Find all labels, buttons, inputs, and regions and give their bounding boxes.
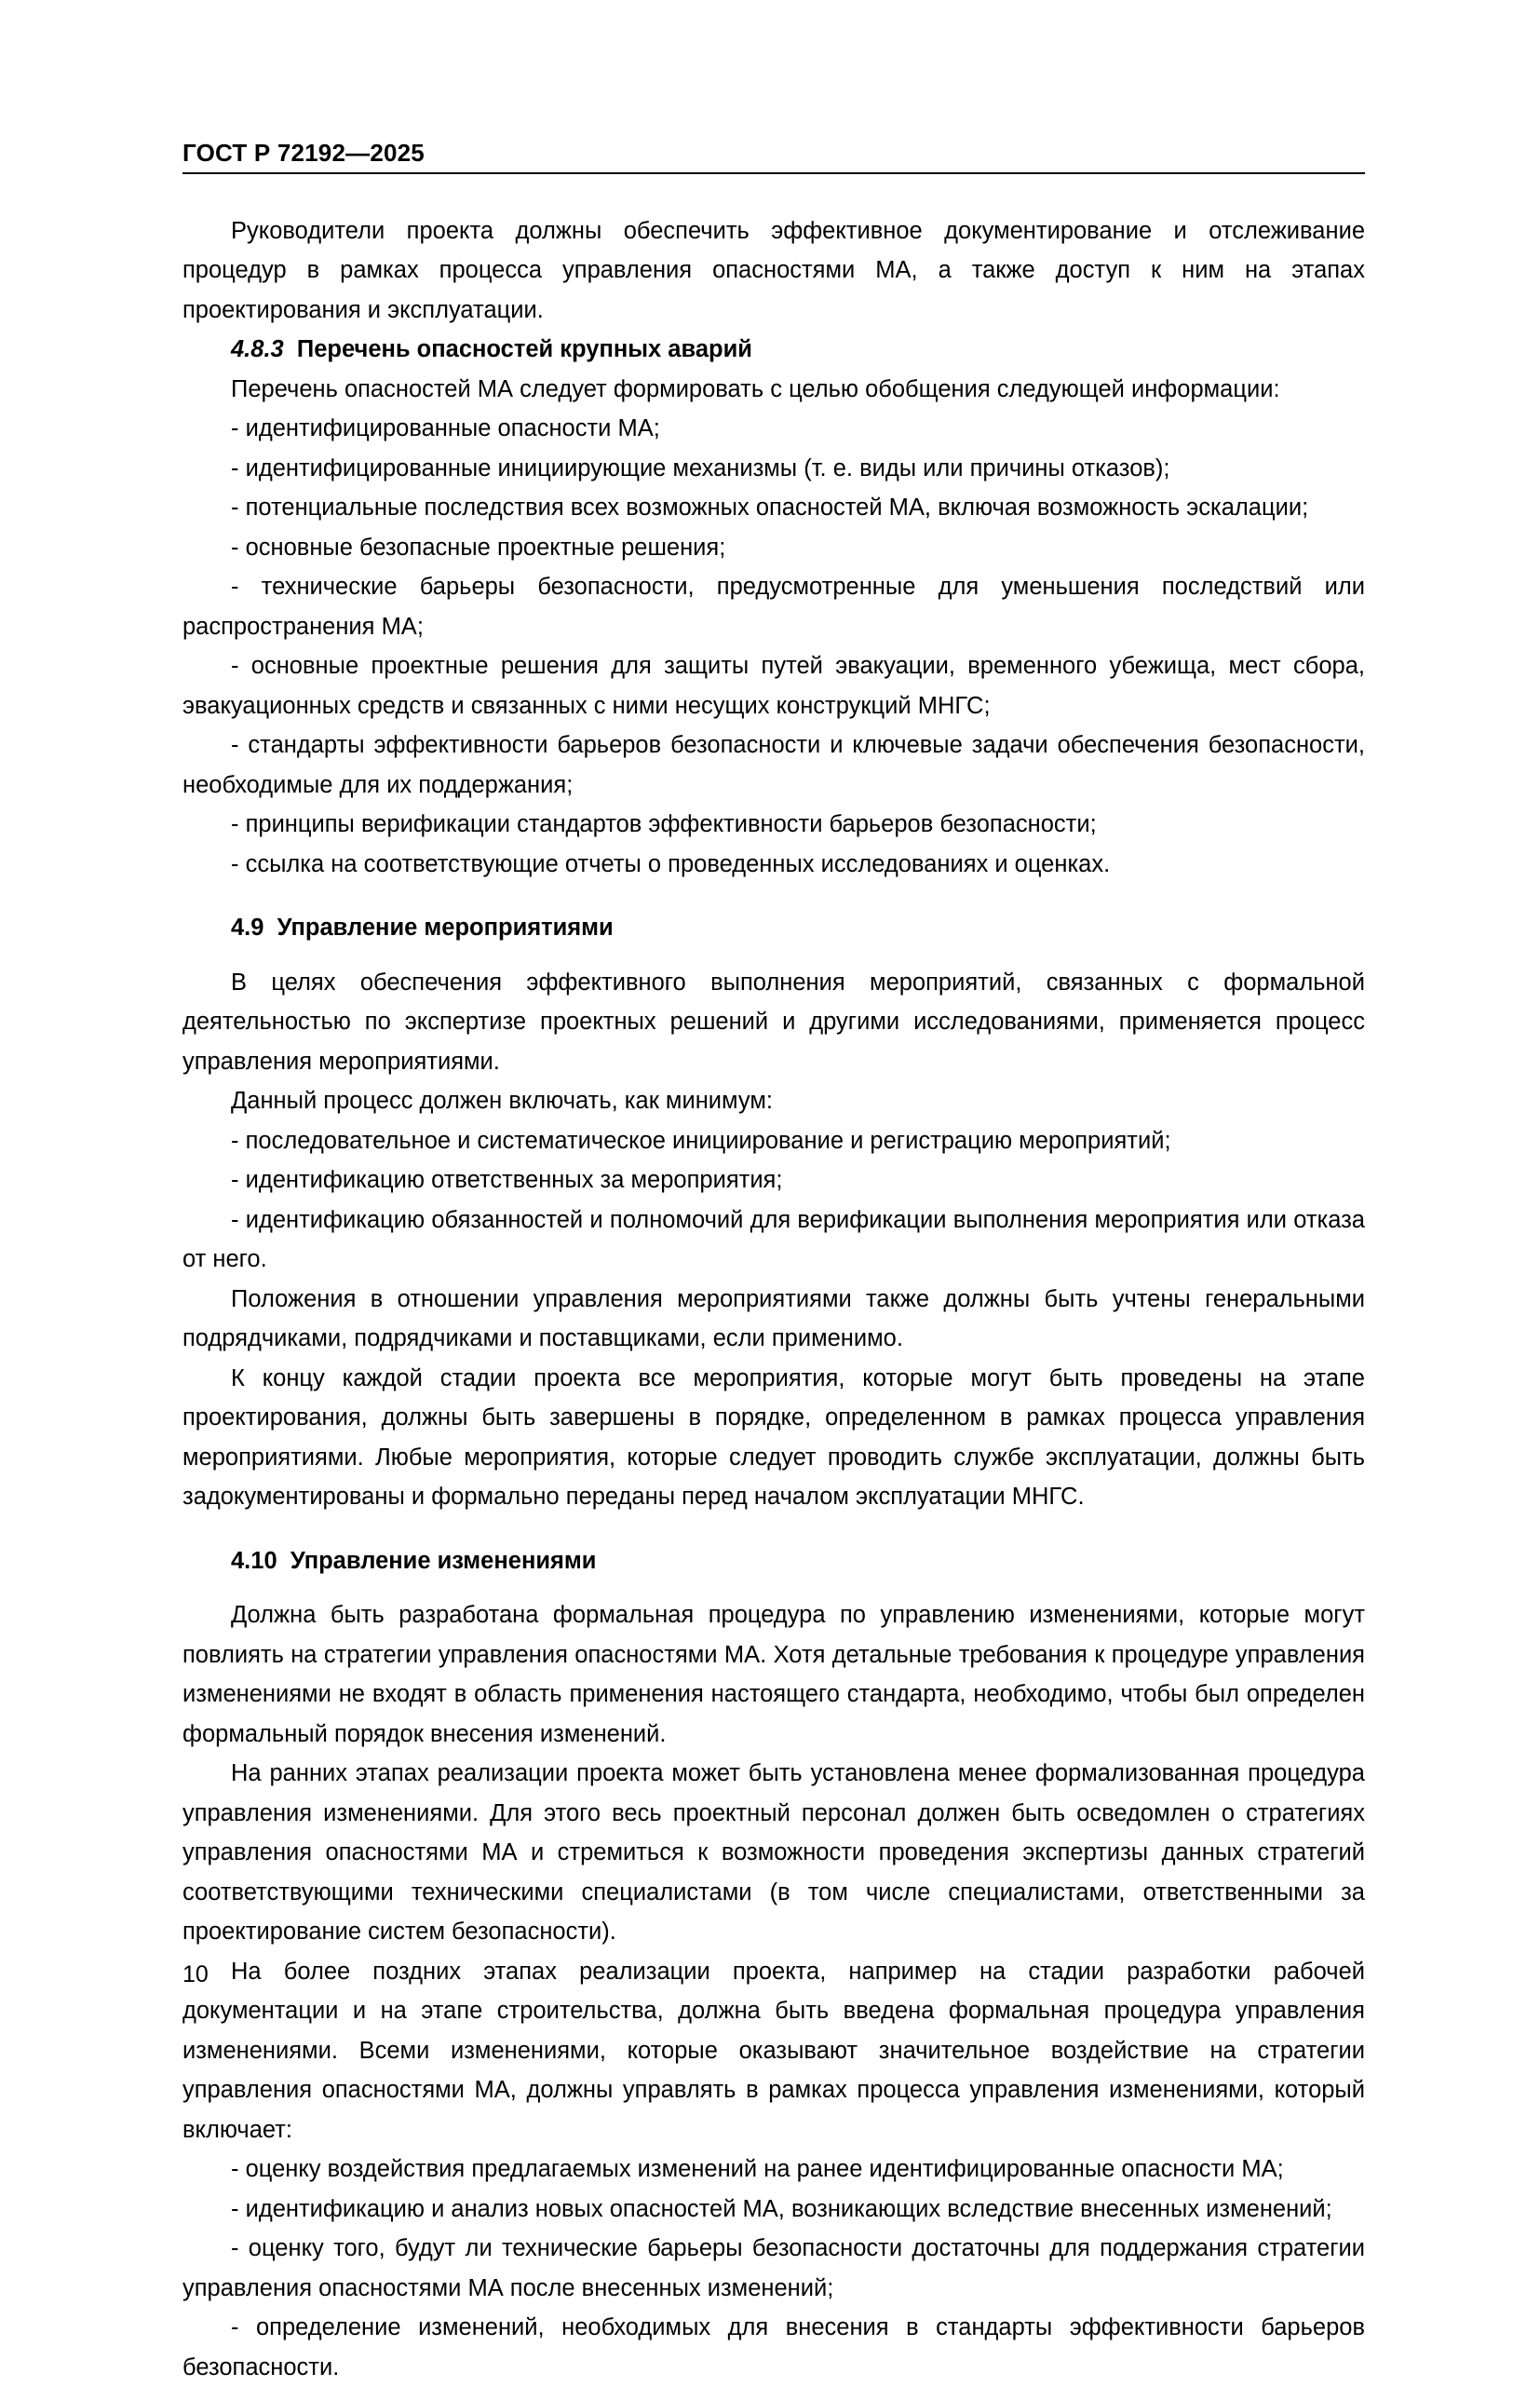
heading-4-8-3 [182, 330, 1365, 370]
heading-4-9-title: Управление мероприятиями [277, 915, 614, 942]
list-item: - основные проектные решения для защиты путей эвакуации, временного убежища, мест сбора, эвакуационных средств и связанных с ними несущих конструкций МНГС; [182, 653, 1365, 719]
heading-4-8-3-number: 4.8.3 [231, 336, 284, 363]
header-rule [182, 172, 1365, 174]
list-item: - последовательное и систематическое инициирование и регистрацию мероприятий; [231, 1127, 1171, 1154]
heading-4-10 [182, 1541, 1365, 1581]
section-4-9-lead-in: Данный процесс должен включать, как минимум: [231, 1088, 773, 1115]
list-item: - стандарты эффективности барьеров безопасности и ключевые задачи обеспечения безопасности, необходимые для их поддержания; [182, 732, 1365, 798]
section-4-9-paragraph-1: В целях обеспечения эффективного выполнения мероприятий, связанных с формальной деятельностью по экспертизе проектных решений и другими исследованиями, применяется процесс управления мероприятиями. [182, 969, 1365, 1075]
list-item: - идентифицированные инициирующие механизмы (т. е. виды или причины отказов); [231, 454, 1170, 481]
page-number: 10 [182, 1961, 209, 1987]
list-item: - идентифицированные опасности МА; [231, 415, 660, 442]
list-item: - определение изменений, необходимых для внесения в стандарты эффективности барьеров безопасности. [182, 2314, 1365, 2380]
list-item: - оценку воздействия предлагаемых изменений на ранее идентифицированные опасности МА; [231, 2156, 1284, 2183]
list-item: - принципы верификации стандартов эффективности барьеров безопасности; [231, 811, 1097, 838]
list-item: - идентификацию обязанностей и полномочий для верификации выполнения мероприятия или отказа от него. [182, 1206, 1365, 1273]
list-item: - идентификацию ответственных за мероприятия; [231, 1167, 783, 1194]
heading-4-10-title: Управление изменениями [290, 1547, 597, 1574]
section-4-10-paragraph-2: На ранних этапах реализации проекта может быть установлена менее формализованная процедура управления изменениями. Для этого весь проектный персонал должен быть осведомлен о стратегиях управления опасностями МА и стремиться к возможности проведения экспертизы данных стратегий соответствующими техническими специалистами (в том числе специалистами, ответственными за проектирование систем безопасности). [182, 1760, 1365, 1946]
list-item: - потенциальные последствия всех возможных опасностей МА, включая возможность эскалации; [231, 495, 1309, 522]
section-4-8-3-lead-in: Перечень опасностей МА следует формировать с целью обобщения следующей информации: [231, 375, 1280, 402]
list-item: - технические барьеры безопасности, предусмотренные для уменьшения последствий или распространения МА; [182, 574, 1365, 640]
running-header-standard-number: ГОСТ Р 72192—2025 [182, 139, 425, 167]
section-4-9-paragraph-2: Положения в отношении управления мероприятиями также должны быть учтены генеральными подрядчиками, подрядчиками и поставщиками, если применимо. [182, 1285, 1365, 1352]
section-4-9-paragraph-3: К концу каждой стадии проекта все мероприятия, которые могут быть проведены на этапе проектирования, должны быть завершены в порядке, определенном в рамках процесса управления мероприятиями. Любые мероприятия, которые следует проводить службе эксплуатации, должны быть задокументированы и формально переданы перед началом эксплуатации МНГС. [182, 1364, 1365, 1511]
heading-4-8-3-title: Перечень опасностей крупных аварий [296, 336, 752, 363]
section-4-10-paragraph-3: На более поздних этапах реализации проекта, например на стадии разработки рабочей документации и на этапе строительства, должна быть введена формальная процедура управления изменениями. Всеми изменениями, которые оказывают значительное воздействие на стратегии управления опасностями МА, должны управлять в рамках процесса управления изменениями, который включает: [182, 1958, 1365, 2143]
section-4-10-paragraph-1: Должна быть разработана формальная процедура по управлению изменениями, которые могут повлиять на стратегии управления опасностями МА. Хотя детальные требования к процедуре управления изменениями не входят в область применения настоящего стандарта, необходимо, чтобы был определен формальный порядок внесения изменений. [182, 1602, 1365, 1747]
list-item: - идентификацию и анализ новых опасностей МА, возникающих вследствие внесенных изменений; [231, 2195, 1332, 2222]
heading-4-10-number: 4.10 [231, 1547, 277, 1574]
heading-4-9-number: 4.9 [231, 915, 264, 942]
list-item: - основные безопасные проектные решения; [231, 534, 726, 561]
page-content [182, 140, 1365, 2387]
list-item: - ссылка на соответствующие отчеты о проведенных исследованиях и оценках. [231, 850, 1111, 877]
intro-paragraph: Руководители проекта должны обеспечить эффективное документирование и отслеживание процедур в рамках процесса управления опасностями МА, а также доступ к ним на этапах проектирования и эксплуатации. [182, 217, 1365, 323]
list-item: - оценку того, будут ли технические барьеры безопасности достаточны для поддержания стратегии управления опасностями МА после внесенных изменений; [182, 2235, 1365, 2301]
heading-4-9 [182, 908, 1365, 948]
